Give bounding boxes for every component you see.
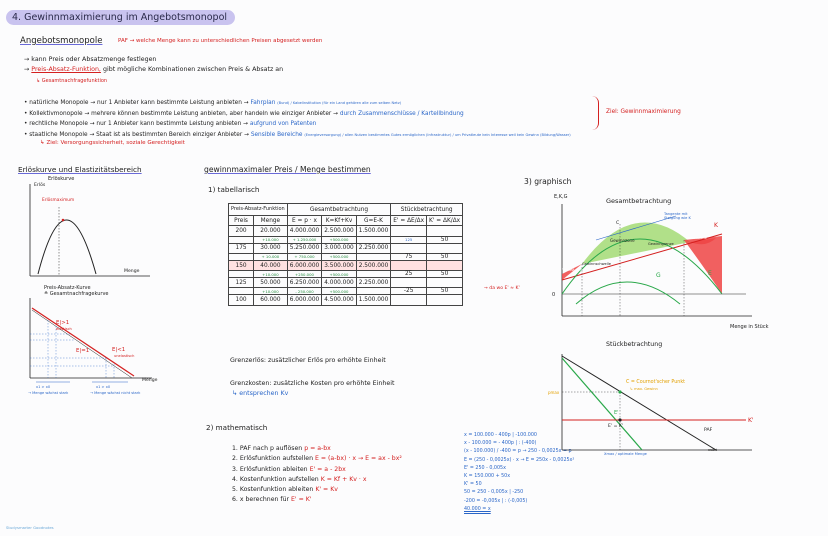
label-cournot-sub: ↳ max. Gewinn <box>630 387 658 391</box>
bullet-item: • staatliche Monopole → Staat ist als bestimmten Bereich einziger Anbieter → Sensible Bereiche (Energieversorgung) / allen Nutzen bestimmtes Gutes ermöglichen (Infrastruktur) / um Privatleute kein Interesse weil kein Gewinn (Bildung/Wasser) <box>24 131 571 138</box>
sub-tabellarisch: 1) tabellarisch <box>208 185 260 194</box>
label-xopt: Xmax / optimale Menge <box>604 452 647 456</box>
label-zero: 0 <box>552 292 556 298</box>
erloes-chart <box>22 176 158 280</box>
group-header: Gesamtbetrachtung <box>287 204 391 216</box>
col-header: Menge <box>254 216 288 226</box>
col-header: Preis <box>229 216 254 226</box>
label-k: K <box>714 222 718 229</box>
line-preis-menge: → kann Preis oder Absatzmenge festlegen <box>24 56 157 63</box>
middle-heading: gewinnmaximaler Preis / Menge bestimmen <box>204 165 371 174</box>
bullet-item: • rechtliche Monopole → nur 1 Anbieter kann bestimmte Leistung anbieten → aufgrund von Patenten <box>24 121 317 127</box>
table-row: 200 20.000 4.000.000 2.500.000 1.500.000 <box>229 226 463 236</box>
label-verlust-right: Verlustzone <box>686 236 707 240</box>
label-ek: E' = K' <box>608 424 624 429</box>
math-step: 5. Kostenfunktion ableiten K' = Kv <box>232 486 338 494</box>
math-heading: 2) mathematisch <box>206 423 268 432</box>
group-header: Stückbetrachtung <box>391 204 463 216</box>
erloes-peak: Erlösmaximum <box>42 198 75 203</box>
table-diff-row: +10.000 - 250.000 +500.000 -25 50 <box>229 288 463 295</box>
grenzkosten-def: Grenzkosten: zusätzliche Kosten pro erhöhte Einheit <box>230 380 395 387</box>
x-right-note: → Menge wächst nicht stark <box>90 391 141 395</box>
math-steps <box>232 444 402 506</box>
label-c: C <box>616 221 620 226</box>
label-verlust-left: Verlust-zone <box>562 268 585 272</box>
label-gewinngrenze: Gewinngrenze <box>648 242 674 246</box>
group-header: Preis-Absatz-Funktion <box>229 204 288 216</box>
label-xsaett: xsätt <box>708 448 718 452</box>
col-header: G=E-K <box>356 216 391 226</box>
table-row-optimum: 150 40.000 6.000.000 3.500.000 2.500.000 <box>229 260 463 270</box>
math-step: 1. PAF nach p auflösen p = a-bx <box>232 445 331 452</box>
grenzerloes-def: Grenzerlös: zusätzlicher Erlös pro erhöhte Einheit <box>230 357 386 364</box>
ziel-gewinnmaximierung: Ziel: Gewinnmaximierung <box>606 109 681 115</box>
e-lt1-sub: unelastisch <box>114 354 135 358</box>
chart-a-ylabel: E,K,G <box>554 194 568 200</box>
erloes-ylabel: Erlös <box>34 183 46 188</box>
label-pmax: pmax <box>548 390 560 395</box>
table-row: 175 30.000 5.250.000 3.000.000 2.250.000 <box>229 243 463 253</box>
e-gt1: E|>1 <box>56 320 70 326</box>
paf-xlabel: Menge <box>142 378 158 383</box>
ziel-note: ↳ Ziel: Versorgungssicherheit, soziale Gerechtigkeit <box>40 140 185 146</box>
e-lt1: E|<1 <box>112 347 126 353</box>
chart-a-title: Gesamtbetrachtung <box>606 197 672 205</box>
paf-chart-title: Preis-Absatz-Kurve ≙ Gesamtnachfragekurve <box>44 285 109 297</box>
erloes-chart-title: Erlöskurve <box>48 176 75 182</box>
paf-note: PAF → welche Menge kann zu unterschiedlichen Preisen abgesetzt werden <box>118 38 323 44</box>
label-kprime: K' <box>748 417 754 424</box>
col-header: E' = ΔE/Δx <box>391 216 427 226</box>
x-left: x1 > x0 <box>36 385 51 389</box>
label-tangente: Tangente mit Steigung wie K <box>664 212 691 220</box>
label-paf: PAF <box>704 428 713 433</box>
blue-calculation: x = 100.000 - 400p | -100.000 x - 100.000 = - 400p | : (-400) (x - 100.000) / -400 = p → 250 - 0,0025x = p E = (250 - 0,0025x) · x → E = 250x - 0,0025x² E' = 250 - 0,005x K = 150.000 + 50x K' = 50 50 = 250 - 0,005x | -250 -200 = -0,005x | : (-0,005) 40.000 = x <box>464 433 575 512</box>
table-diff-row: + 10.000 + 750.000 +500.000 75 50 <box>229 253 463 260</box>
bullet-item: • Kollektivmonopole → mehrere können bestimmte Leistung anbieten, aber handeln wie einziger Anbieter → durch Zusammenschlüsse / Kartellbindung <box>24 110 464 117</box>
page-title: 4. Gewinnmaximierung im Angebotsmonopol <box>6 10 235 25</box>
graph-heading: 3) graphisch <box>524 177 572 186</box>
paf-desc: gibt mögliche Kombinationen zwischen Preis & Absatz an <box>102 66 284 73</box>
label-gewinnschwelle: Gewinnschwelle <box>582 262 611 266</box>
col-header: K=Kf+Kv <box>322 216 357 226</box>
table-diff-row: +10.000 +250.000 +500.000 25 50 <box>229 271 463 278</box>
grenzkosten-sub: ↳ entsprechen Kv <box>232 390 289 397</box>
chart-b-title: Stückbetrachtung <box>606 341 663 348</box>
line-paf <box>24 66 283 73</box>
math-step: 3. Erlösfunktion ableiten E' = a - 2bx <box>232 465 346 473</box>
footer-credit: Studysmarter Goodnotes <box>6 525 54 530</box>
table-row: 100 60.000 6.000.000 4.500.000 1.500.000 <box>229 295 463 305</box>
label-cournot: C = Cournot'scher Punkt <box>626 380 685 385</box>
chart-a-xlabel: Menge in Stück <box>730 324 769 330</box>
math-step: 4. Kostenfunktion aufstellen K = Kf + Kv · x <box>232 475 367 483</box>
paf-label: Preis-Absatz-Funktion, <box>31 66 101 73</box>
math-step: 2. Erlösfunktion aufstellen E = (a-bx) · x → E = ax - bx² <box>232 455 402 463</box>
arrow-note: → da wo E' ≈ K' <box>484 286 520 291</box>
e-eq1: E|=1 <box>76 348 90 354</box>
stueck-chart <box>556 350 756 456</box>
label-e: E <box>708 270 712 277</box>
label-eprime: E' <box>614 410 619 416</box>
table-diff-row: +10.000 + 1.250.000 +500.000 125 50 <box>229 236 463 243</box>
col-header: E = p · x <box>287 216 322 226</box>
x-right: x1 > x0 <box>96 385 111 389</box>
erloes-xlabel: Menge <box>124 269 140 274</box>
x-left-note: → Menge wächst stark <box>28 391 69 395</box>
section-heading-angebotsmonopole: Angebotsmonopole <box>20 36 103 46</box>
e-gt1-sub: elastisch <box>56 327 72 331</box>
arrow: → <box>24 66 30 73</box>
gesamtnachfrage-note: ↳ Gesamtnachfragefunktion <box>36 78 108 84</box>
calc-table <box>228 203 463 306</box>
brace <box>592 96 599 130</box>
label-g: G <box>656 272 661 279</box>
left-heading: Erlöskurve und Elastizitätsbereich <box>18 165 142 174</box>
bullet-item: • natürliche Monopole → nur 1 Anbieter kann bestimmte Leistung anbieten → Fahrplan (Bund) / Kabelinstitution (für ein Land gehören alle zum selben Netz) <box>24 100 402 106</box>
math-step: 6. x berechnen für E' = K' <box>232 496 312 504</box>
col-header: K' = ΔK/Δx <box>427 216 463 226</box>
table-row: 125 50.000 6.250.000 4.000.000 2.250.000 <box>229 278 463 288</box>
label-gewinnzone: Gewinnzone <box>610 238 635 243</box>
bullet-list <box>24 98 571 140</box>
